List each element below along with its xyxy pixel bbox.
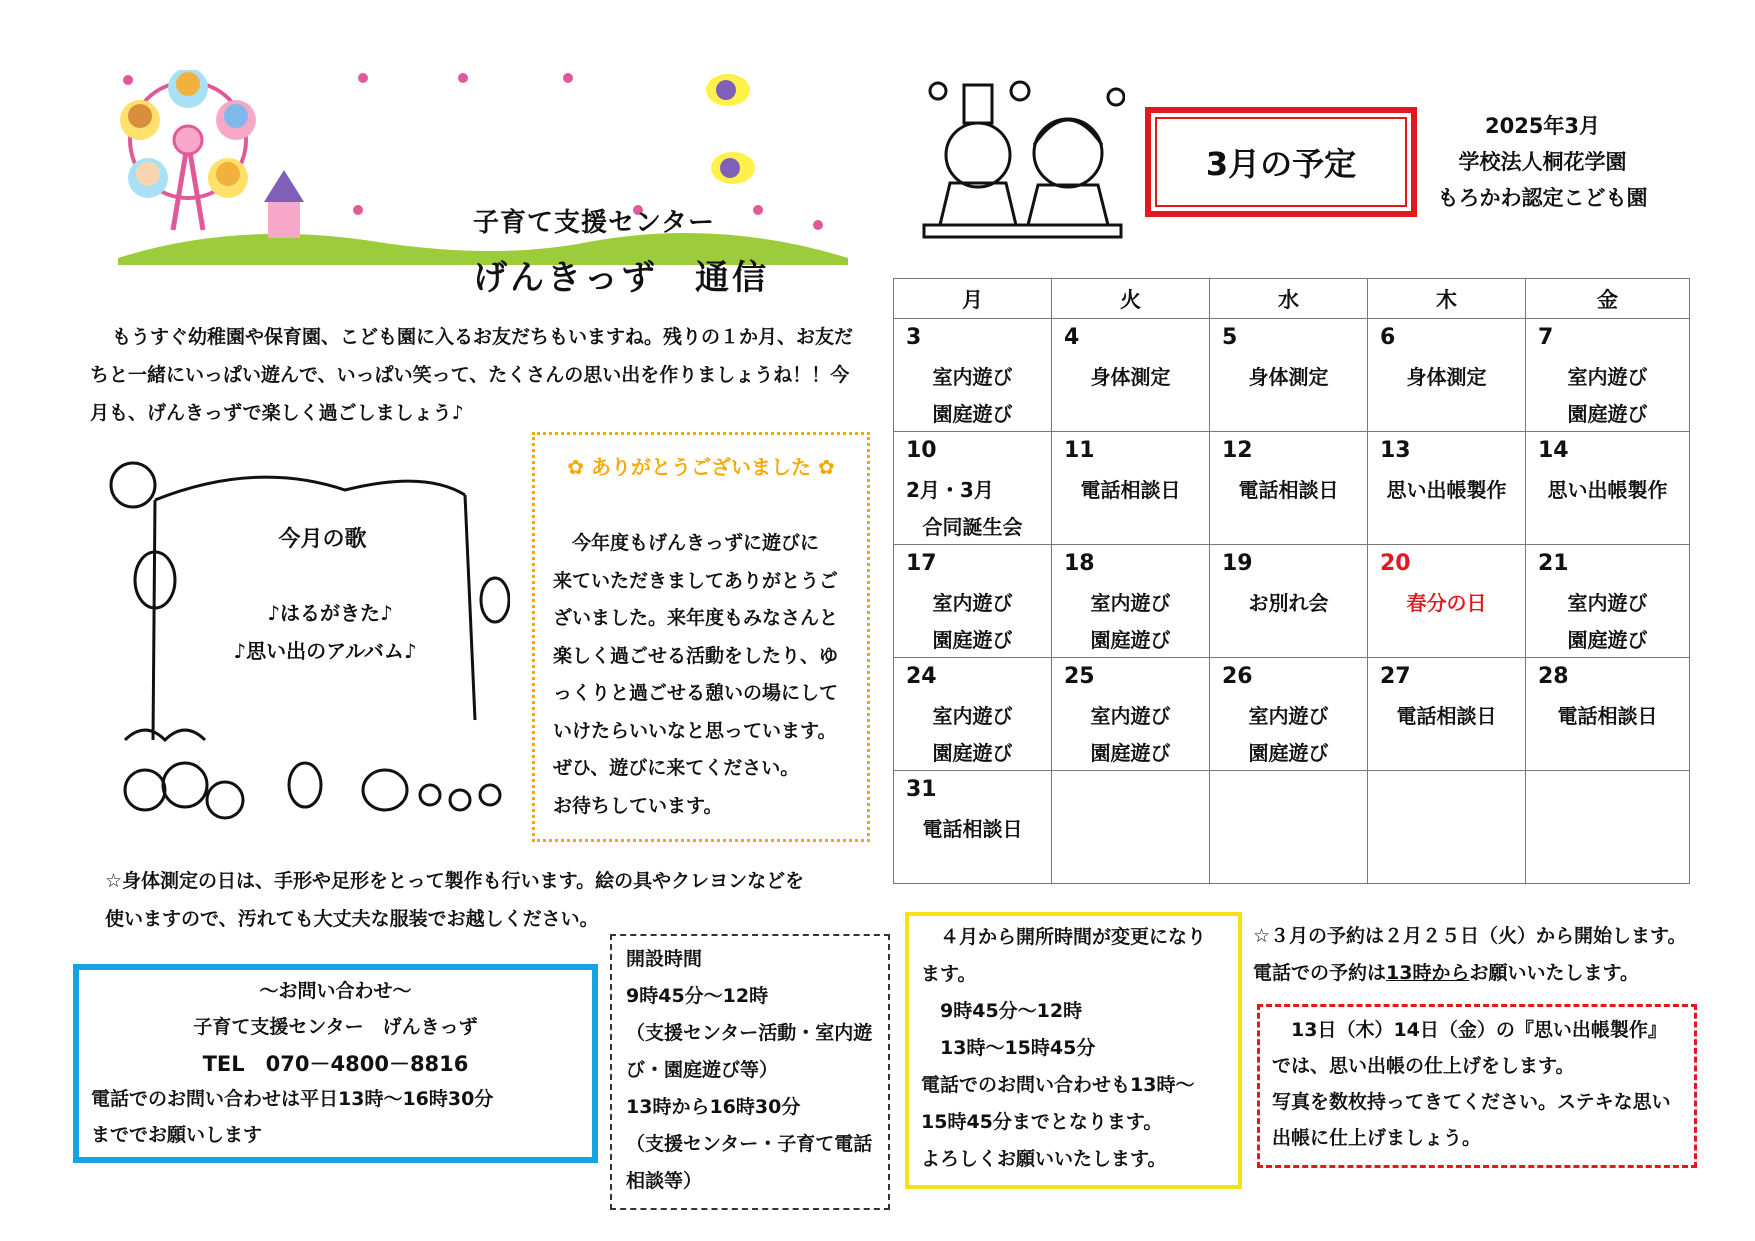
calendar-day-cell — [1526, 545, 1690, 658]
day-number: 31 — [906, 777, 937, 802]
change-line: 9時45分～12時 — [921, 1000, 1083, 1022]
calendar-day-cell — [1368, 319, 1526, 432]
day-event: 園庭遊び — [1567, 402, 1648, 426]
school-name: 学校法人桐花学園 — [1458, 150, 1627, 174]
weekday-header: 火 — [1052, 279, 1210, 319]
day-number: 18 — [1064, 551, 1095, 576]
day-number: 3 — [906, 325, 922, 350]
day-number: 13 — [1380, 438, 1411, 463]
calendar-week-row — [894, 319, 1690, 432]
thanks-box — [532, 432, 870, 842]
header-banner — [118, 70, 848, 298]
song-item: ♪はるがきた♪ — [267, 601, 393, 625]
weekday-header: 月 — [894, 279, 1052, 319]
day-number: 28 — [1538, 664, 1569, 689]
header-subtitle: げんきっず 通信 — [473, 258, 769, 298]
thanks-line: っくりと過ごせる憩いの場にして — [553, 682, 839, 704]
contact-hours-2: まででお願いします — [91, 1124, 263, 1146]
note-line: 使いますので、汚れても大丈夫な服装でお越しください。 — [105, 908, 599, 930]
day-event: 春分の日 — [1406, 591, 1487, 615]
memory-book-box — [1257, 1004, 1697, 1168]
day-number: 25 — [1064, 664, 1095, 689]
calendar-day-cell — [1526, 658, 1690, 771]
day-event: 合同誕生会 — [922, 515, 1023, 539]
contact-center: 子育て支援センター げんきっず — [193, 1016, 478, 1038]
calendar-body — [894, 319, 1690, 884]
day-event: 2月・3月 — [906, 478, 994, 502]
calendar-day-cell — [1526, 432, 1690, 545]
hours-line: 開設時間 — [626, 948, 703, 970]
song-title: 今月の歌 — [278, 527, 367, 552]
day-event: 園庭遊び — [932, 741, 1013, 765]
day-number: 14 — [1538, 438, 1569, 463]
opening-hours-box — [610, 934, 890, 1210]
note-line: ☆身体測定の日は、手形や足形をとって製作も行います。絵の具やクレヨンなどを — [105, 870, 805, 892]
calendar-day-cell — [1210, 545, 1368, 658]
calendar-week-row — [894, 432, 1690, 545]
reservation-line: ☆３月の予約は２月２５日（火）から開始します。 — [1253, 925, 1687, 947]
header-title: 子育て支援センター — [473, 208, 715, 238]
day-event: 室内遊び — [1567, 365, 1648, 389]
hours-line: 9時45分～12時 — [626, 985, 769, 1007]
hours-line: 相談等） — [626, 1170, 703, 1192]
day-event: 園庭遊び — [1090, 628, 1171, 652]
calendar-day-cell — [1526, 771, 1690, 884]
thanks-line: ぜひ、遊びに来てください。 — [553, 757, 800, 779]
thanks-line: 今年度もげんきっずに遊びに — [553, 532, 820, 554]
day-event: 園庭遊び — [932, 402, 1013, 426]
schedule-calendar — [893, 278, 1690, 884]
change-line: 電話でのお問い合わせも13時～ — [921, 1074, 1195, 1096]
issue-date: 2025年3月 — [1484, 114, 1601, 138]
schedule-title: 3月の予定 — [1155, 117, 1407, 207]
reservation-text: お願いいたします。 — [1469, 962, 1639, 984]
day-number: 21 — [1538, 551, 1569, 576]
memory-line: 13日（木）14日（金）の『思い出帳製作』 — [1272, 1019, 1667, 1041]
schedule-title-box — [1145, 107, 1417, 217]
memory-line: 出帳に仕上げましょう。 — [1272, 1127, 1482, 1149]
calendar-day-cell — [894, 658, 1052, 771]
calendar-day-cell — [894, 545, 1052, 658]
day-event: 室内遊び — [1090, 591, 1171, 615]
hina-dolls-illustration — [920, 75, 1125, 240]
intro-text: もうすぐ幼稚園や保育園、こども園に入るお友だちもいますね。残りの１か月、お友だちと一緒にいっぱい遊んで、いっぱい笑って、たくさんの思い出を作りましょうね！！今月も、げんきっずで楽しく過ごしましょう♪ — [90, 326, 854, 424]
weekday-header: 金 — [1526, 279, 1690, 319]
day-event: 園庭遊び — [1248, 741, 1329, 765]
day-event: 園庭遊び — [932, 628, 1013, 652]
memory-line: では、思い出帳の仕上げをします。 — [1272, 1055, 1575, 1077]
calendar-week-row — [894, 771, 1690, 884]
calendar-day-cell — [894, 319, 1052, 432]
song-item: ♪思い出のアルバム♪ — [233, 639, 417, 663]
center-name: もろかわ認定こども園 — [1437, 186, 1648, 210]
day-number: 5 — [1222, 325, 1238, 350]
thanks-line: いけたらいいなと思っています。 — [553, 719, 837, 742]
day-event: 思い出帳製作 — [1547, 478, 1668, 502]
thanks-line: 来ていただきましてありがとうご — [553, 569, 839, 592]
day-event: 身体測定 — [1406, 365, 1487, 389]
contact-hours: 電話でのお問い合わせは平日13時～16時30分 — [91, 1088, 494, 1110]
calendar-day-cell — [1210, 432, 1368, 545]
calendar-day-cell — [1052, 771, 1210, 884]
day-number: 27 — [1380, 664, 1411, 689]
thanks-title: ✿ ありがとうございました ✿ — [567, 455, 835, 479]
hours-line: （支援センター・子育て電話 — [626, 1133, 873, 1155]
day-event: 園庭遊び — [1090, 741, 1171, 765]
calendar-week-row — [894, 658, 1690, 771]
reservation-line-2 — [1253, 955, 1703, 992]
day-event: 電話相談日 — [1557, 704, 1658, 728]
day-event: 園庭遊び — [1567, 628, 1648, 652]
calendar-day-cell — [1052, 658, 1210, 771]
calendar-day-cell — [1368, 658, 1526, 771]
day-number: 20 — [1380, 551, 1411, 576]
contact-tel: TEL 070－4800－8816 — [202, 1052, 469, 1076]
day-event: 身体測定 — [1090, 365, 1171, 389]
reservation-note — [1253, 918, 1703, 992]
calendar-day-cell — [1368, 545, 1526, 658]
day-number: 4 — [1064, 325, 1080, 350]
calendar-day-cell — [1052, 432, 1210, 545]
day-event: 室内遊び — [932, 365, 1013, 389]
day-number: 26 — [1222, 664, 1253, 689]
hours-change-box — [905, 912, 1242, 1189]
day-event: 室内遊び — [932, 704, 1013, 728]
day-event: 電話相談日 — [1396, 704, 1497, 728]
hours-line: び・園庭遊び等） — [626, 1059, 779, 1081]
calendar-day-cell — [894, 771, 1052, 884]
thanks-body — [553, 525, 853, 825]
day-event: 電話相談日 — [1238, 478, 1339, 502]
calendar-day-cell — [1052, 319, 1210, 432]
calendar-day-cell — [1526, 319, 1690, 432]
day-event: 身体測定 — [1248, 365, 1329, 389]
day-event: 電話相談日 — [922, 817, 1023, 841]
thanks-line: 楽しく過ごせる活動をしたり、ゆ — [553, 644, 839, 667]
calendar-day-cell — [1210, 319, 1368, 432]
weekday-header: 木 — [1368, 279, 1526, 319]
calendar-day-cell — [1052, 545, 1210, 658]
day-event: 室内遊び — [932, 591, 1013, 615]
calendar-week-row — [894, 545, 1690, 658]
day-number: 24 — [906, 664, 937, 689]
calendar-day-cell — [1368, 432, 1526, 545]
day-number: 11 — [1064, 438, 1095, 463]
day-number: 6 — [1380, 325, 1396, 350]
contact-heading: ～お問い合わせ～ — [259, 980, 412, 1002]
change-line: 15時45分までとなります。 — [921, 1111, 1163, 1133]
day-number: 19 — [1222, 551, 1253, 576]
change-line: 13時～15時45分 — [921, 1037, 1096, 1059]
day-event: 思い出帳製作 — [1386, 478, 1507, 502]
calendar-day-cell — [1210, 771, 1368, 884]
change-line: ４月から開所時間が変更になり — [921, 926, 1207, 948]
day-event: お別れ会 — [1248, 591, 1329, 615]
day-number: 12 — [1222, 438, 1253, 463]
reservation-text: 電話での予約は — [1253, 962, 1387, 984]
day-number: 7 — [1538, 325, 1554, 350]
weekday-header-row — [894, 279, 1690, 319]
thanks-line: お待ちしています。 — [553, 794, 723, 817]
hours-line: 13時から16時30分 — [626, 1096, 801, 1118]
memory-line: 写真を数枚持ってきてください。ステキな思い — [1272, 1091, 1671, 1113]
day-event: 室内遊び — [1090, 704, 1171, 728]
weekday-header: 水 — [1210, 279, 1368, 319]
calendar-day-cell — [1210, 658, 1368, 771]
day-number: 10 — [906, 438, 937, 463]
measurement-note — [105, 862, 875, 938]
thanks-line: ざいました。来年度もみなさんと — [553, 607, 839, 629]
day-number: 17 — [906, 551, 937, 576]
change-line: よろしくお願いいたします。 — [921, 1148, 1167, 1170]
day-event: 室内遊び — [1248, 704, 1329, 728]
day-event: 室内遊び — [1567, 591, 1648, 615]
change-line: ます。 — [921, 963, 977, 985]
contact-box — [73, 964, 598, 1163]
hours-line: （支援センター活動・室内遊 — [626, 1022, 873, 1044]
day-event: 電話相談日 — [1080, 478, 1181, 502]
reservation-time: 13時から — [1386, 962, 1470, 984]
org-info — [1420, 108, 1665, 216]
calendar-day-cell — [1368, 771, 1526, 884]
calendar-day-cell — [894, 432, 1052, 545]
